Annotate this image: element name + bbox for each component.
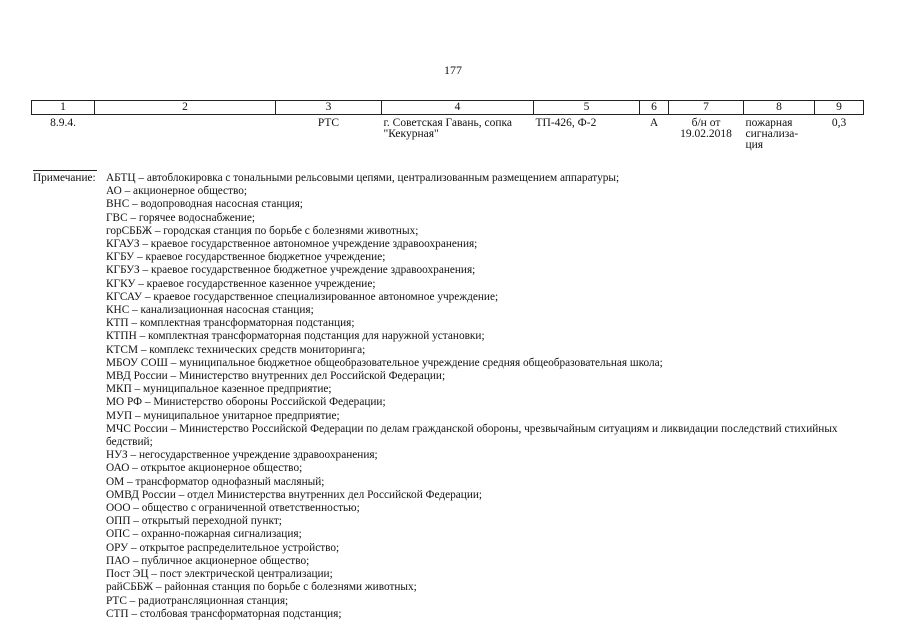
abbreviation-item: КГАУЗ – краевое государственное автономное учреждение здравоохранения; xyxy=(106,238,478,251)
abbreviation-item: МО РФ – Министерство обороны Российской Федерации; xyxy=(106,396,386,409)
column-number: 4 xyxy=(382,101,534,115)
abbreviation-item: КНС – канализационная насосная станция; xyxy=(106,304,314,317)
column-number-row xyxy=(32,101,864,115)
abbreviation-item: ОМ – трансформатор однофазный масляный; xyxy=(106,475,325,488)
footnote-divider xyxy=(33,170,97,171)
abbreviation-item: ОРУ – открытое распределительное устройство; xyxy=(106,541,340,554)
object-name-cell: РТС xyxy=(317,117,340,129)
abbreviation-item: ГВС – горячее водоснабжение; xyxy=(106,211,255,224)
abbreviation-item: НУЗ – негосударственное учреждение здравоохранения; xyxy=(106,449,378,462)
abbreviation-item: КТПН – комплектная трансформаторная подстанция для наружной установки; xyxy=(106,330,485,343)
document-cell: б/н от 19.02.2018 xyxy=(680,117,732,140)
abbreviation-item: КТП – комплектная трансформаторная подстанция; xyxy=(106,317,355,330)
abbreviation-item: МУП – муниципальное унитарное предприятие; xyxy=(106,409,340,422)
item-number-cell: 8.9.4. xyxy=(50,117,76,129)
abbreviation-item: МКП – муниципальное казенное предприятие; xyxy=(106,383,332,396)
column-number: 7 xyxy=(669,101,744,115)
abbreviation-item: КГКУ – краевое государственное казенное учреждение; xyxy=(106,277,376,290)
purpose-cell: пожарная сигнализа-ция xyxy=(745,117,799,151)
page-number: 177 xyxy=(444,63,462,77)
substation-cell: ТП-426, Ф-2 xyxy=(535,117,597,129)
abbreviation-item: МБОУ СОШ – муниципальное бюджетное общеобразовательное учреждение средняя общеобразовательная школа; xyxy=(106,356,663,369)
abbreviation-item: Пост ЭЦ – пост электрической централизации; xyxy=(106,568,333,581)
abbreviation-item: СТП – столбовая трансформаторная подстанция; xyxy=(106,607,342,620)
abbreviation-item: ОАО – открытое акционерное общество; xyxy=(106,462,303,475)
column-number: 6 xyxy=(640,101,669,115)
abbreviation-item: ПАО – публичное акционерное общество; xyxy=(106,554,310,567)
abbreviation-item: райСББЖ – районная станция по борьбе с болезнями животных; xyxy=(106,581,417,594)
abbreviation-item: КТСМ – комплекс технических средств мониторинга; xyxy=(106,343,366,356)
table-row xyxy=(32,115,864,152)
column-number: 3 xyxy=(276,101,382,115)
column-number: 1 xyxy=(32,101,95,115)
data-table xyxy=(31,100,864,151)
abbreviation-item: АО – акционерное общество; xyxy=(106,185,248,198)
category-cell: А xyxy=(649,117,659,129)
abbreviation-item: МЧС России – Министерство Российской Федерации по делам гражданской обороны, чрезвычайным ситуациям и ликвидации последствий стихийных бедствий; xyxy=(106,422,838,449)
abbreviation-item: ВНС – водопроводная насосная станция; xyxy=(106,198,303,211)
column-number: 9 xyxy=(815,101,864,115)
notes-label: Примечание: xyxy=(33,172,96,184)
column-number: 8 xyxy=(744,101,815,115)
empty-cell xyxy=(95,115,276,152)
address-cell: г. Советская Гавань, сопка "Кекурная" xyxy=(383,117,513,140)
column-number: 2 xyxy=(95,101,276,115)
abbreviation-item: ООО – общество с ограниченной ответственностью; xyxy=(106,502,360,515)
abbreviation-item: ОПП – открытый переходной пункт; xyxy=(106,515,282,528)
column-number: 5 xyxy=(534,101,640,115)
abbreviation-item: КГСАУ – краевое государственное специализированное автономное учреждение; xyxy=(106,290,499,303)
power-cell: 0,3 xyxy=(831,117,847,129)
abbreviation-item: РТС – радиотрансляционная станция; xyxy=(106,594,289,607)
abbreviation-list xyxy=(106,172,882,621)
abbreviation-item: ОМВД России – отдел Министерства внутренних дел Российской Федерации; xyxy=(106,488,483,501)
abbreviation-item: КГБУ – краевое государственное бюджетное учреждение; xyxy=(106,251,386,264)
abbreviation-item: АБТЦ – автоблокировка с тональными рельсовыми цепями, централизованным размещением аппаратуры; xyxy=(106,172,620,184)
abbreviation-item: горСББЖ – городская станция по борьбе с болезнями животных; xyxy=(106,224,419,237)
abbreviation-item: ОПС – охранно-пожарная сигнализация; xyxy=(106,528,302,541)
abbreviation-item: КГБУЗ – краевое государственное бюджетное учреждение здравоохранения; xyxy=(106,264,476,277)
abbreviation-item: МВД России – Министерство внутренних дел Российской Федерации; xyxy=(106,370,446,383)
